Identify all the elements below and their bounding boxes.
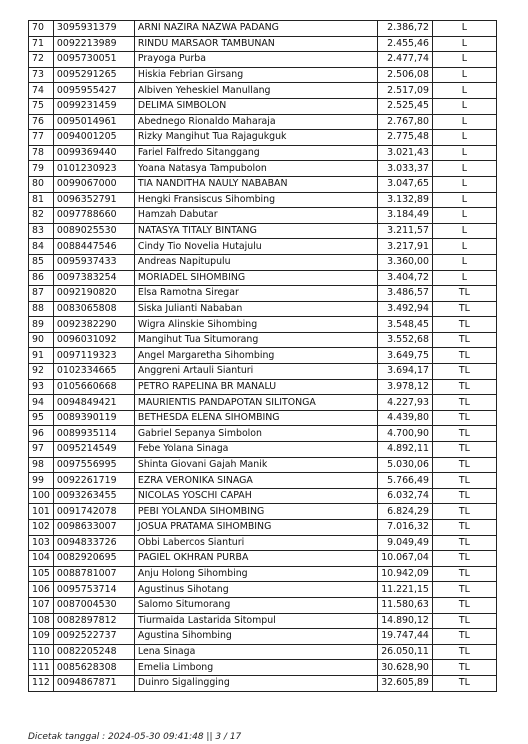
row-number-cell: 104: [29, 551, 54, 567]
student-name-cell: Siska Julianti Nababan: [134, 301, 377, 317]
student-id-cell: 0095955427: [53, 83, 134, 99]
row-number-cell: 80: [29, 176, 54, 192]
score-cell: 4.892,11: [377, 442, 432, 458]
row-number-cell: 109: [29, 629, 54, 645]
table-row: [29, 114, 497, 130]
student-id-cell: 0082205248: [53, 644, 134, 660]
table-row: [29, 286, 497, 302]
student-id-cell: 0096352791: [53, 192, 134, 208]
table-row: [29, 457, 497, 473]
table-row: [29, 675, 497, 691]
student-name-cell: Obbi Labercos Sianturi: [134, 535, 377, 551]
student-name-cell: JOSUA PRATAMA SIHOMBING: [134, 520, 377, 536]
student-name-cell: Agustinus Sihotang: [134, 582, 377, 598]
status-cell: TL: [432, 364, 496, 380]
score-cell: 14.890,12: [377, 613, 432, 629]
score-cell: 3.033,37: [377, 161, 432, 177]
status-cell: TL: [432, 348, 496, 364]
student-id-cell: 0091742078: [53, 504, 134, 520]
student-name-cell: Yoana Natasya Tampubolon: [134, 161, 377, 177]
table-row: [29, 379, 497, 395]
student-id-cell: 0089025530: [53, 223, 134, 239]
score-cell: 3.404,72: [377, 270, 432, 286]
student-name-cell: PEBI YOLANDA SIHOMBING: [134, 504, 377, 520]
status-cell: L: [432, 145, 496, 161]
status-cell: TL: [432, 504, 496, 520]
student-name-cell: Duinro Sigalingging: [134, 675, 377, 691]
status-cell: TL: [432, 332, 496, 348]
results-table-body: [29, 21, 497, 692]
table-row: [29, 145, 497, 161]
student-name-cell: MAURIENTIS PANDAPOTAN SILITONGA: [134, 395, 377, 411]
score-cell: 2.386,72: [377, 21, 432, 37]
score-cell: 3.021,43: [377, 145, 432, 161]
score-cell: 3.694,17: [377, 364, 432, 380]
student-id-cell: 0105660668: [53, 379, 134, 395]
student-name-cell: EZRA VERONIKA SINAGA: [134, 473, 377, 489]
student-name-cell: Prayoga Purba: [134, 52, 377, 68]
row-number-cell: 82: [29, 208, 54, 224]
table-row: [29, 551, 497, 567]
student-name-cell: PAGIEL OKHRAN PURBA: [134, 551, 377, 567]
score-cell: 3.978,12: [377, 379, 432, 395]
table-row: [29, 332, 497, 348]
print-footer: Dicetak tanggal : 2024-05-30 09:41:48 || 3 / 17: [28, 732, 242, 742]
row-number-cell: 91: [29, 348, 54, 364]
student-name-cell: Wigra Alinskie Sihombing: [134, 317, 377, 333]
status-cell: TL: [432, 317, 496, 333]
student-name-cell: Hamzah Dabutar: [134, 208, 377, 224]
score-cell: 5.030,06: [377, 457, 432, 473]
row-number-cell: 95: [29, 410, 54, 426]
status-cell: TL: [432, 426, 496, 442]
score-cell: 3.492,94: [377, 301, 432, 317]
score-cell: 26.050,11: [377, 644, 432, 660]
score-cell: 2.517,09: [377, 83, 432, 99]
row-number-cell: 94: [29, 395, 54, 411]
score-cell: 5.766,49: [377, 473, 432, 489]
score-cell: 9.049,49: [377, 535, 432, 551]
row-number-cell: 106: [29, 582, 54, 598]
student-id-cell: 0088781007: [53, 566, 134, 582]
table-row: [29, 488, 497, 504]
table-row: [29, 442, 497, 458]
status-cell: L: [432, 98, 496, 114]
row-number-cell: 81: [29, 192, 54, 208]
table-row: [29, 301, 497, 317]
student-id-cell: 0088447546: [53, 239, 134, 255]
score-cell: 3.217,91: [377, 239, 432, 255]
table-row: [29, 52, 497, 68]
status-cell: TL: [432, 597, 496, 613]
student-id-cell: 0089390119: [53, 410, 134, 426]
score-cell: 7.016,32: [377, 520, 432, 536]
table-row: [29, 473, 497, 489]
student-name-cell: Lena Sinaga: [134, 644, 377, 660]
score-cell: 3.360,00: [377, 254, 432, 270]
table-row: [29, 223, 497, 239]
row-number-cell: 89: [29, 317, 54, 333]
status-cell: TL: [432, 442, 496, 458]
table-row: [29, 395, 497, 411]
row-number-cell: 97: [29, 442, 54, 458]
student-name-cell: RINDU MARSAOR TAMBUNAN: [134, 36, 377, 52]
table-row: [29, 597, 497, 613]
student-name-cell: Albiven Yeheskiel Manullang: [134, 83, 377, 99]
status-cell: TL: [432, 644, 496, 660]
table-row: [29, 67, 497, 83]
status-cell: TL: [432, 660, 496, 676]
status-cell: TL: [432, 410, 496, 426]
score-cell: 2.767,80: [377, 114, 432, 130]
status-cell: TL: [432, 395, 496, 411]
student-name-cell: NICOLAS YOSCHI CAPAH: [134, 488, 377, 504]
student-id-cell: 0095214549: [53, 442, 134, 458]
status-cell: L: [432, 208, 496, 224]
student-id-cell: 0092213989: [53, 36, 134, 52]
student-name-cell: ARNI NAZIRA NAZWA PADANG: [134, 21, 377, 37]
score-cell: 6.824,29: [377, 504, 432, 520]
student-name-cell: Hengki Fransiscus Sihombing: [134, 192, 377, 208]
student-name-cell: Abednego Rionaldo Maharaja: [134, 114, 377, 130]
student-name-cell: Anju Holong Sihombing: [134, 566, 377, 582]
student-name-cell: Shinta Giovani Gajah Manik: [134, 457, 377, 473]
student-name-cell: Elsa Ramotna Siregar: [134, 286, 377, 302]
score-cell: 3.649,75: [377, 348, 432, 364]
row-number-cell: 100: [29, 488, 54, 504]
student-id-cell: 0082897812: [53, 613, 134, 629]
table-row: [29, 98, 497, 114]
row-number-cell: 107: [29, 597, 54, 613]
status-cell: L: [432, 239, 496, 255]
row-number-cell: 70: [29, 21, 54, 37]
score-cell: 4.439,80: [377, 410, 432, 426]
status-cell: TL: [432, 488, 496, 504]
score-cell: 3.211,57: [377, 223, 432, 239]
student-id-cell: 0098633007: [53, 520, 134, 536]
row-number-cell: 73: [29, 67, 54, 83]
student-name-cell: Tiurmaida Lastarida Sitompul: [134, 613, 377, 629]
student-id-cell: 0093263455: [53, 488, 134, 504]
student-id-cell: 0092261719: [53, 473, 134, 489]
table-row: [29, 535, 497, 551]
score-cell: 2.525,45: [377, 98, 432, 114]
table-row: [29, 21, 497, 37]
row-number-cell: 84: [29, 239, 54, 255]
score-cell: 6.032,74: [377, 488, 432, 504]
table-row: [29, 613, 497, 629]
status-cell: L: [432, 83, 496, 99]
score-cell: 30.628,90: [377, 660, 432, 676]
score-cell: 19.747,44: [377, 629, 432, 645]
row-number-cell: 78: [29, 145, 54, 161]
score-cell: 11.580,63: [377, 597, 432, 613]
student-id-cell: 0099369440: [53, 145, 134, 161]
student-name-cell: Agustina Sihombing: [134, 629, 377, 645]
row-number-cell: 108: [29, 613, 54, 629]
table-row: [29, 410, 497, 426]
row-number-cell: 93: [29, 379, 54, 395]
row-number-cell: 75: [29, 98, 54, 114]
student-id-cell: 0096031092: [53, 332, 134, 348]
student-id-cell: 0082920695: [53, 551, 134, 567]
student-name-cell: BETHESDA ELENA SIHOMBING: [134, 410, 377, 426]
student-id-cell: 0095014961: [53, 114, 134, 130]
table-row: [29, 426, 497, 442]
table-row: [29, 83, 497, 99]
student-id-cell: 0094867871: [53, 675, 134, 691]
status-cell: TL: [432, 286, 496, 302]
score-cell: 4.227,93: [377, 395, 432, 411]
student-name-cell: Angel Margaretha Sihombing: [134, 348, 377, 364]
status-cell: L: [432, 161, 496, 177]
row-number-cell: 79: [29, 161, 54, 177]
row-number-cell: 86: [29, 270, 54, 286]
row-number-cell: 112: [29, 675, 54, 691]
table-row: [29, 270, 497, 286]
student-id-cell: 0097383254: [53, 270, 134, 286]
row-number-cell: 102: [29, 520, 54, 536]
table-row: [29, 192, 497, 208]
status-cell: L: [432, 223, 496, 239]
row-number-cell: 83: [29, 223, 54, 239]
student-name-cell: Febe Yolana Sinaga: [134, 442, 377, 458]
student-id-cell: 0094849421: [53, 395, 134, 411]
row-number-cell: 99: [29, 473, 54, 489]
score-cell: 3.132,89: [377, 192, 432, 208]
status-cell: TL: [432, 379, 496, 395]
score-cell: 3.184,49: [377, 208, 432, 224]
table-row: [29, 364, 497, 380]
student-name-cell: Cindy Tio Novelia Hutajulu: [134, 239, 377, 255]
score-cell: 3.552,68: [377, 332, 432, 348]
row-number-cell: 76: [29, 114, 54, 130]
table-row: [29, 239, 497, 255]
row-number-cell: 96: [29, 426, 54, 442]
student-name-cell: Rizky Mangihut Tua Rajagukguk: [134, 130, 377, 146]
score-cell: 10.067,04: [377, 551, 432, 567]
status-cell: TL: [432, 566, 496, 582]
score-cell: 11.221,15: [377, 582, 432, 598]
status-cell: L: [432, 192, 496, 208]
status-cell: TL: [432, 457, 496, 473]
row-number-cell: 88: [29, 301, 54, 317]
status-cell: TL: [432, 473, 496, 489]
table-row: [29, 254, 497, 270]
student-name-cell: Mangihut Tua Situmorang: [134, 332, 377, 348]
table-row: [29, 130, 497, 146]
table-row: [29, 582, 497, 598]
row-number-cell: 87: [29, 286, 54, 302]
status-cell: TL: [432, 535, 496, 551]
student-id-cell: 0095753714: [53, 582, 134, 598]
table-row: [29, 644, 497, 660]
status-cell: TL: [432, 675, 496, 691]
student-id-cell: 0097556995: [53, 457, 134, 473]
student-id-cell: 0087004530: [53, 597, 134, 613]
student-id-cell: 0102334665: [53, 364, 134, 380]
student-id-cell: 0092190820: [53, 286, 134, 302]
status-cell: TL: [432, 551, 496, 567]
table-row: [29, 208, 497, 224]
row-number-cell: 92: [29, 364, 54, 380]
score-cell: 32.605,89: [377, 675, 432, 691]
student-id-cell: 0095937433: [53, 254, 134, 270]
student-id-cell: 0092522737: [53, 629, 134, 645]
row-number-cell: 74: [29, 83, 54, 99]
status-cell: L: [432, 52, 496, 68]
row-number-cell: 77: [29, 130, 54, 146]
table-row: [29, 36, 497, 52]
student-id-cell: 0085628308: [53, 660, 134, 676]
status-cell: L: [432, 21, 496, 37]
status-cell: L: [432, 270, 496, 286]
student-name-cell: Anggreni Artauli Sianturi: [134, 364, 377, 380]
status-cell: TL: [432, 582, 496, 598]
row-number-cell: 72: [29, 52, 54, 68]
status-cell: L: [432, 254, 496, 270]
status-cell: TL: [432, 629, 496, 645]
row-number-cell: 105: [29, 566, 54, 582]
score-cell: 4.700,90: [377, 426, 432, 442]
row-number-cell: 110: [29, 644, 54, 660]
student-name-cell: Gabriel Sepanya Simbolon: [134, 426, 377, 442]
status-cell: L: [432, 114, 496, 130]
student-name-cell: MORIADEL SIHOMBING: [134, 270, 377, 286]
score-cell: 3.548,45: [377, 317, 432, 333]
student-name-cell: Emelia Limbong: [134, 660, 377, 676]
score-cell: 2.455,46: [377, 36, 432, 52]
score-cell: 3.486,57: [377, 286, 432, 302]
row-number-cell: 85: [29, 254, 54, 270]
status-cell: L: [432, 36, 496, 52]
student-id-cell: 3095931379: [53, 21, 134, 37]
student-id-cell: 0095730051: [53, 52, 134, 68]
student-name-cell: Salomo Situmorang: [134, 597, 377, 613]
student-name-cell: Hiskia Febrian Girsang: [134, 67, 377, 83]
student-id-cell: 0094833726: [53, 535, 134, 551]
student-name-cell: Fariel Falfredo Sitanggang: [134, 145, 377, 161]
student-name-cell: Andreas Napitupulu: [134, 254, 377, 270]
table-row: [29, 660, 497, 676]
results-table: [28, 20, 497, 692]
row-number-cell: 98: [29, 457, 54, 473]
student-name-cell: DELIMA SIMBOLON: [134, 98, 377, 114]
student-id-cell: 0095291265: [53, 67, 134, 83]
table-row: [29, 317, 497, 333]
student-id-cell: 0099067000: [53, 176, 134, 192]
status-cell: L: [432, 130, 496, 146]
student-name-cell: NATASYA TITALY BINTANG: [134, 223, 377, 239]
student-name-cell: TIA NANDITHA NAULY NABABAN: [134, 176, 377, 192]
student-id-cell: 0083065808: [53, 301, 134, 317]
table-row: [29, 176, 497, 192]
table-row: [29, 504, 497, 520]
row-number-cell: 71: [29, 36, 54, 52]
table-row: [29, 629, 497, 645]
score-cell: 2.477,74: [377, 52, 432, 68]
score-cell: 3.047,65: [377, 176, 432, 192]
status-cell: L: [432, 176, 496, 192]
status-cell: TL: [432, 520, 496, 536]
table-row: [29, 348, 497, 364]
row-number-cell: 101: [29, 504, 54, 520]
student-id-cell: 0094001205: [53, 130, 134, 146]
table-row: [29, 520, 497, 536]
score-cell: 10.942,09: [377, 566, 432, 582]
row-number-cell: 90: [29, 332, 54, 348]
table-row: [29, 566, 497, 582]
table-row: [29, 161, 497, 177]
student-name-cell: PETRO RAPELINA BR MANALU: [134, 379, 377, 395]
status-cell: L: [432, 67, 496, 83]
student-id-cell: 0092382290: [53, 317, 134, 333]
status-cell: TL: [432, 301, 496, 317]
score-cell: 2.775,48: [377, 130, 432, 146]
student-id-cell: 0101230923: [53, 161, 134, 177]
student-id-cell: 0097119323: [53, 348, 134, 364]
score-cell: 2.506,08: [377, 67, 432, 83]
status-cell: TL: [432, 613, 496, 629]
student-id-cell: 0089935114: [53, 426, 134, 442]
student-id-cell: 0097788660: [53, 208, 134, 224]
row-number-cell: 111: [29, 660, 54, 676]
student-id-cell: 0099231459: [53, 98, 134, 114]
row-number-cell: 103: [29, 535, 54, 551]
